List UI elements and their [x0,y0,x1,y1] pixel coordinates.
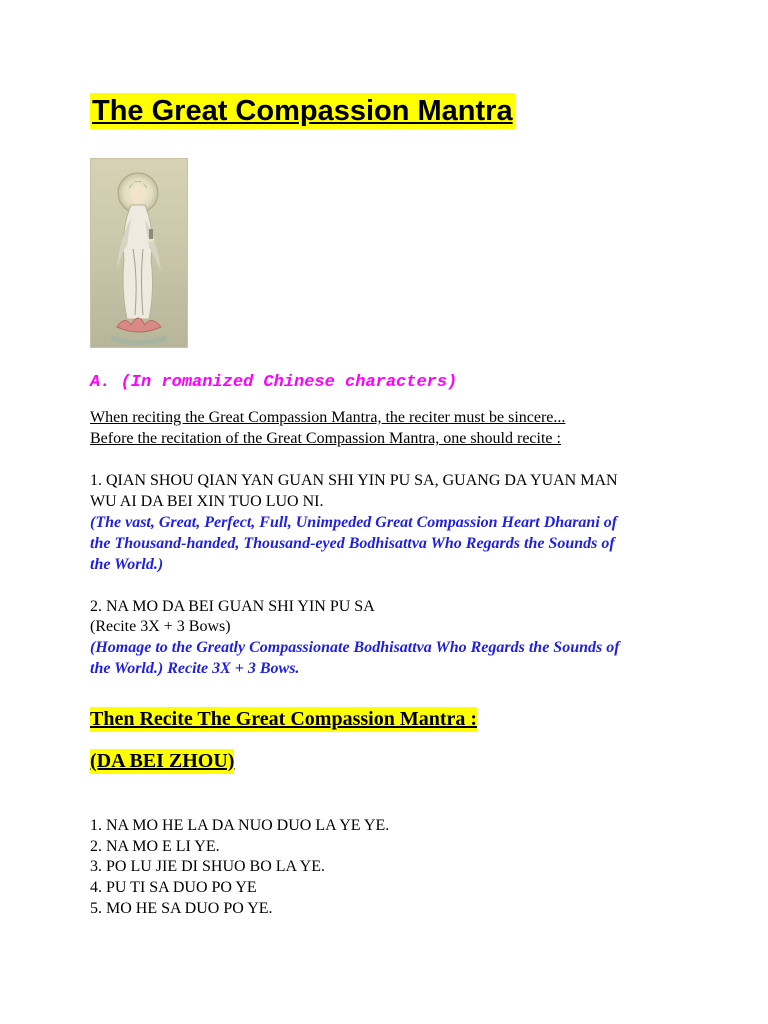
item2-line-1: 2. NA MO DA BEI GUAN SHI YIN PU SA [90,598,375,615]
intro-line-1: When reciting the Great Compassion Mantra, the reciter must be sincere... [90,409,566,426]
item2-translation-1: (Homage to the Greatly Compassionate Bodhisattva Who Regards the Sounds of [90,639,620,656]
then-recite-heading: Then Recite The Great Compassion Mantra : [90,708,478,730]
mantra-line-2: 2. NA MO E LI YE. [90,838,220,855]
mantra-line-5: 5. MO HE SA DUO PO YE. [90,900,273,917]
intro-line-2: Before the recitation of the Great Compassion Mantra, one should recite : [90,430,561,447]
section-a-heading: A. (In romanized Chinese characters) [90,373,458,392]
mantra-line-4: 4. PU TI SA DUO PO YE [90,879,257,896]
item2-line-2: (Recite 3X + 3 Bows) [90,618,231,635]
item1-translation-1: (The vast, Great, Perfect, Full, Unimpeded Great Compassion Heart Dharani of [90,514,618,531]
page-title: The Great Compassion Mantra [92,95,513,127]
item1-line-2: WU AI DA BEI XIN TUO LUO NI. [90,493,324,510]
item1-translation-2: the Thousand-handed, Thousand-eyed Bodhisattva Who Regards the Sounds of [90,535,615,552]
da-bei-zhou-heading: (DA BEI ZHOU) [90,750,235,772]
mantra-line-3: 3. PO LU JIE DI SHUO BO LA YE. [90,858,325,875]
item2-translation-2: the World.) Recite 3X + 3 Bows. [90,660,300,677]
item1-line-1: 1. QIAN SHOU QIAN YAN GUAN SHI YIN PU SA, GUANG DA YUAN MAN [90,472,618,489]
mantra-line-1: 1. NA MO HE LA DA NUO DUO LA YE YE. [90,817,390,834]
bodhisattva-image [90,158,188,348]
item1-translation-3: the World.) [90,556,164,573]
